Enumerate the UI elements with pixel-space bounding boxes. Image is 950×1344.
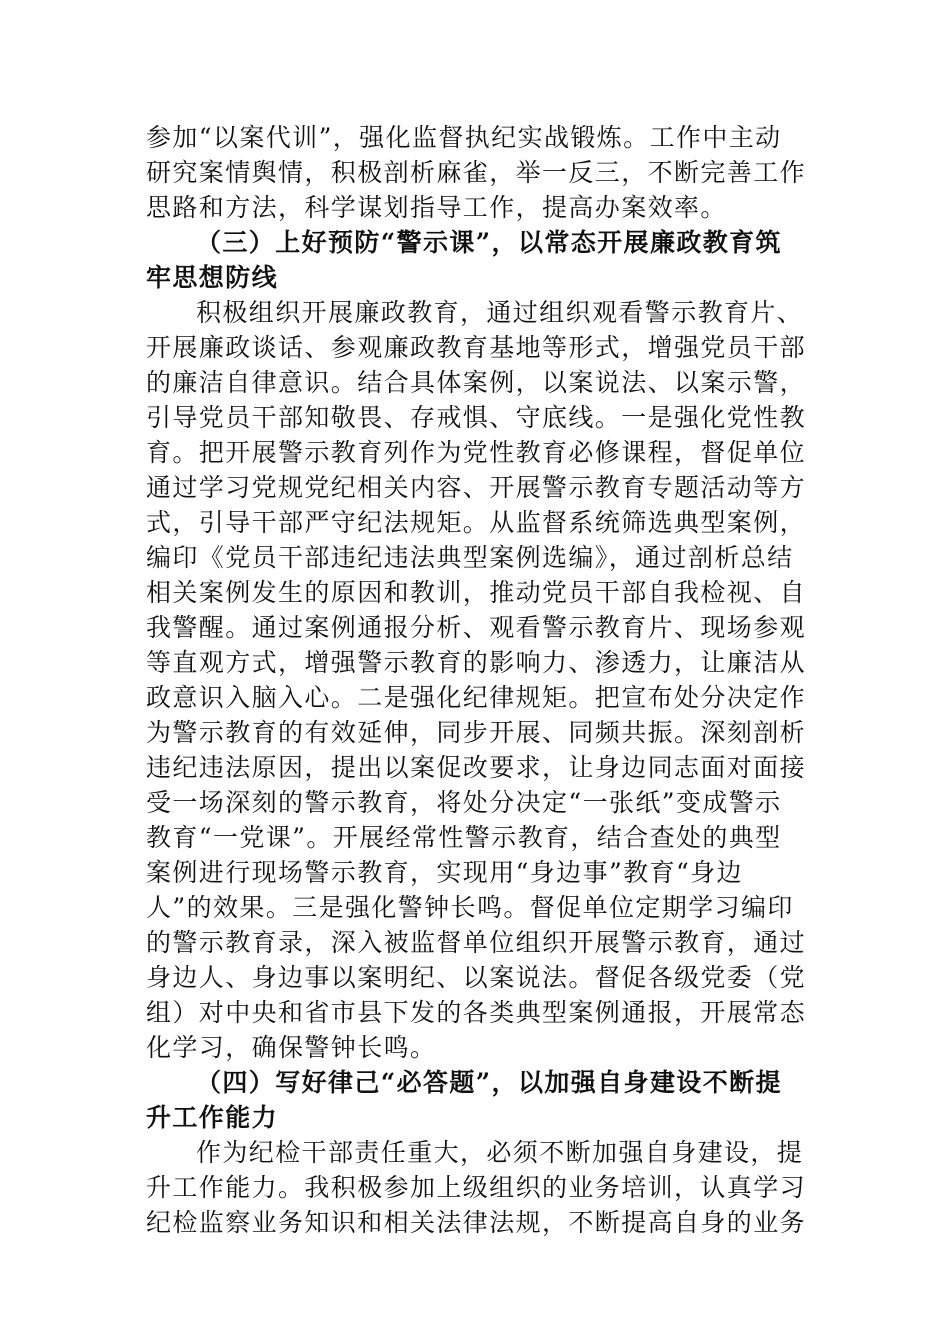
body-line: 育。把开展警示教育列作为党性教育必修课程，督促单位 <box>146 438 807 467</box>
body-line: 式，引导干部严守纪法规矩。从监督系统筛选典型案例， <box>146 508 807 537</box>
paragraph-start: 积极组织开展廉政教育，通过组织观看警示教育片、 <box>196 298 804 327</box>
body-line: 纪检监察业务知识和相关法律法规，不断提高自身的业务 <box>146 1208 807 1237</box>
body-line: 组）对中央和省市县下发的各类典型案例通报，开展常态 <box>146 998 807 1027</box>
body-line: 受一场深刻的警示教育，将处分决定“一张纸”变成警示 <box>146 788 782 817</box>
body-line: 案例进行现场警示教育，实现用“身边事”教育“身边 <box>146 858 743 887</box>
body-line: 思路和方法，科学谋划指导工作，提高办案效率。 <box>146 193 727 222</box>
body-line: 教育“一党课”。开展经常性警示教育，结合查处的典型 <box>146 823 782 852</box>
body-line: 的警示教育录，深入被监督单位组织开展警示教育，通过 <box>146 928 807 957</box>
body-line: 身边人、身边事以案明纪、以案说法。督促各级党委（党 <box>146 963 807 992</box>
body-line: 我警醒。通过案例通报分析、观看警示教育片、现场参观 <box>146 613 807 642</box>
section-heading-4: （四）写好律己“必答题”，以加强自身建设不断提 <box>196 1068 782 1097</box>
body-line: 化学习，确保警钟长鸣。 <box>146 1033 437 1062</box>
body-line: 通过学习党规党纪相关内容、开展警示教育专题活动等方 <box>146 473 807 502</box>
body-line: 开展廉政谈话、参观廉政教育基地等形式，增强党员干部 <box>146 333 807 362</box>
section-heading-3-cont: 牢思想防线 <box>146 263 279 292</box>
body-line: 人”的效果。三是强化警钟长鸣。督促单位定期学习编印 <box>146 893 794 922</box>
body-line: 等直观方式，增强警示教育的影响力、渗透力，让廉洁从 <box>146 648 807 677</box>
paragraph-start: 作为纪检干部责任重大，必须不断加强自身建设，提 <box>196 1138 804 1167</box>
body-line: 参加“以案代训”，强化监督执纪实战锻炼。工作中主动 <box>146 123 782 152</box>
body-line: 编印《党员干部违纪违法典型案例选编》，通过剖析总结 <box>146 543 794 572</box>
body-line: 的廉洁自律意识。结合具体案例，以案说法、以案示警， <box>146 368 807 397</box>
body-line: 研究案情舆情，积极剖析麻雀，举一反三，不断完善工作 <box>146 158 807 187</box>
body-line: 违纪违法原因，提出以案促改要求，让身边同志面对面接 <box>146 753 807 782</box>
body-line: 政意识入脑入心。二是强化纪律规矩。把宣布处分决定作 <box>146 683 807 712</box>
body-line: 相关案例发生的原因和教训，推动党员干部自我检视、自 <box>146 578 807 607</box>
body-line: 引导党员干部知敬畏、存戒惧、守底线。一是强化党性教 <box>146 403 807 432</box>
body-line: 为警示教育的有效延伸，同步开展、同频共振。深刻剖析 <box>146 718 807 747</box>
section-heading-3: （三）上好预防“警示课”，以常态开展廉政教育筑 <box>196 228 782 257</box>
body-line: 升工作能力。我积极参加上级组织的业务培训，认真学习 <box>146 1173 807 1202</box>
section-heading-4-cont: 升工作能力 <box>146 1103 279 1132</box>
